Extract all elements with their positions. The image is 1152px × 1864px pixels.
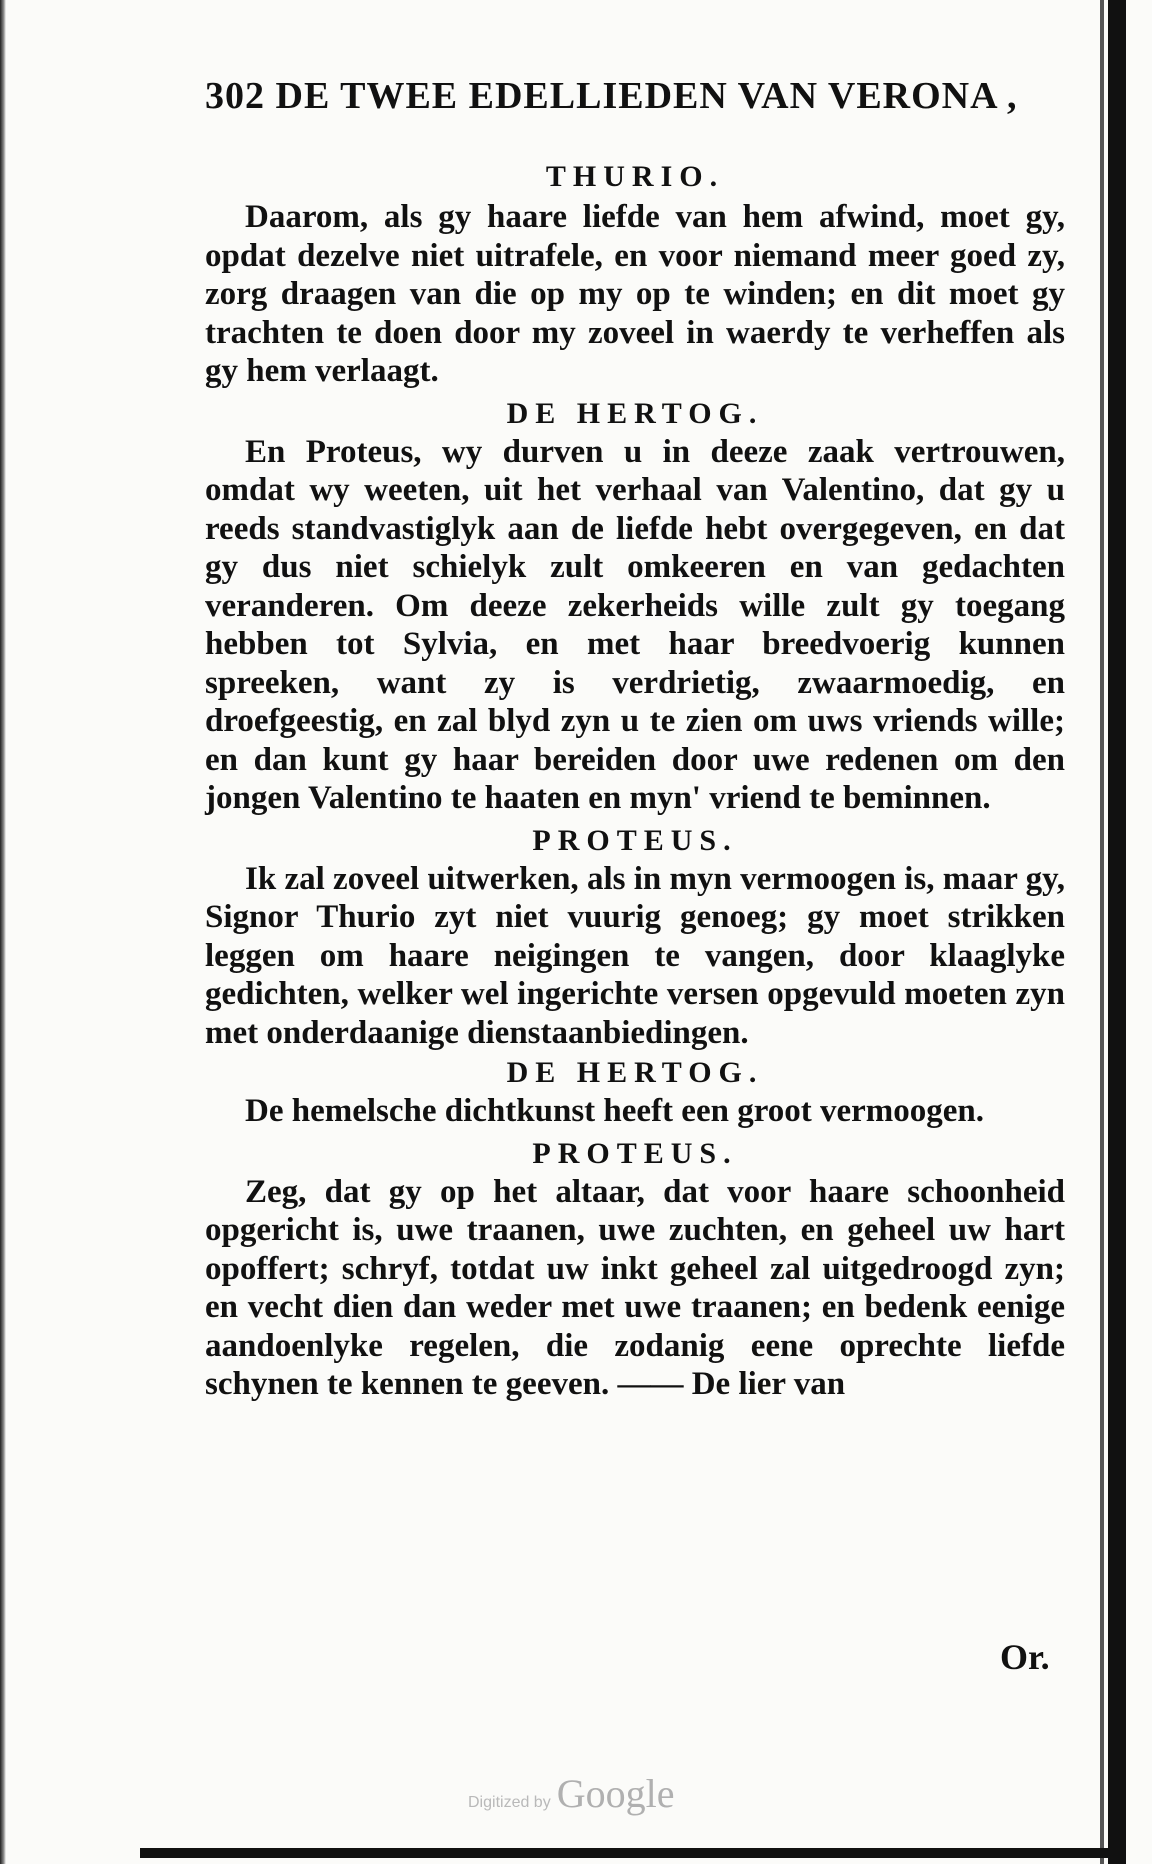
speech-paragraph: Zeg, dat gy op het altaar, dat voor haare schoonheid opgericht is, uwe traanen, uwe zuchten, en geheel uw hart opoffert; schryf, totdat uw inkt geheel zal uitgedroogd zyn; en vecht dien dan weder met uwe traanen; en bedenk eenige aandoenlyke regelen, die zodanig eene oprechte liefde schynen te kennen te geeven. —— De lier van bbox=[205, 1173, 1065, 1402]
watermark-prefix: Digitized by bbox=[468, 1794, 551, 1811]
speaker-heading: DE HERTOG. bbox=[506, 1056, 764, 1089]
page-edge-left bbox=[0, 0, 6, 1864]
running-header: 302 DE TWEE EDELLIEDEN VAN VERONA , bbox=[205, 75, 1018, 117]
text-block bbox=[205, 70, 1065, 1404]
speech-paragraph: Ik zal zoveel uitwerken, als in myn vermoogen is, maar gy, Signor Thurio zyt niet vuurig genoeg; gy moet strikken leggen om haare neigingen te vangen, door klaaglyke gedichten, welker wel ingerichte versen opgevuld moeten zyn met onderdaanige dienstaanbiedingen. bbox=[205, 860, 1065, 1051]
speaker-heading: THURIO. bbox=[545, 160, 725, 193]
speaker-heading: DE HERTOG. bbox=[506, 396, 764, 430]
speaker-heading: PROTEUS. bbox=[532, 1136, 738, 1170]
page-edge-bottom bbox=[140, 1848, 1110, 1858]
speech-paragraph: Daarom, als gy haare liefde van hem afwind, moet gy, opdat dezelve niet uitrafele, en voor niemand meer goed zy, zorg draagen van die op my op te winden; en dit moet gy trachten te doen door my zoveel in waerdy te verheffen als gy hem verlaagt. bbox=[205, 199, 1065, 389]
speaker-heading: PROTEUS. bbox=[532, 823, 738, 857]
speech-paragraph: En Proteus, wy durven u in deeze zaak vertrouwen, omdat wy weeten, uit het verhaal van Valentino, dat gy u reeds standvastiglyk aan de liefde hebt overgegeven, en dat gy dus niet schielyk zult omkeeren en van gedachten veranderen. Om deeze zekerheids wille zult gy toegang hebben tot Sylvia, en met haar breedvoerig kunnen spreeken, want zy is verdrietig, zwaarmoedig, en droefgeestig, en zal blyd zyn u te zien om uws vriends wille; en dan kunt gy haar bereiden door uwe redenen om den jongen Valentino te haaten en myn' vriend te beminnen. bbox=[205, 433, 1065, 816]
digitization-watermark bbox=[468, 1770, 674, 1817]
google-logo: Google bbox=[556, 1771, 675, 1816]
speech-paragraph: De hemelsche dichtkunst heeft een groot vermoogen. bbox=[245, 1093, 985, 1129]
page-gutter-line bbox=[1100, 0, 1104, 1864]
catchword: Or. bbox=[1000, 1637, 1050, 1677]
page-edge-right bbox=[1108, 0, 1126, 1864]
